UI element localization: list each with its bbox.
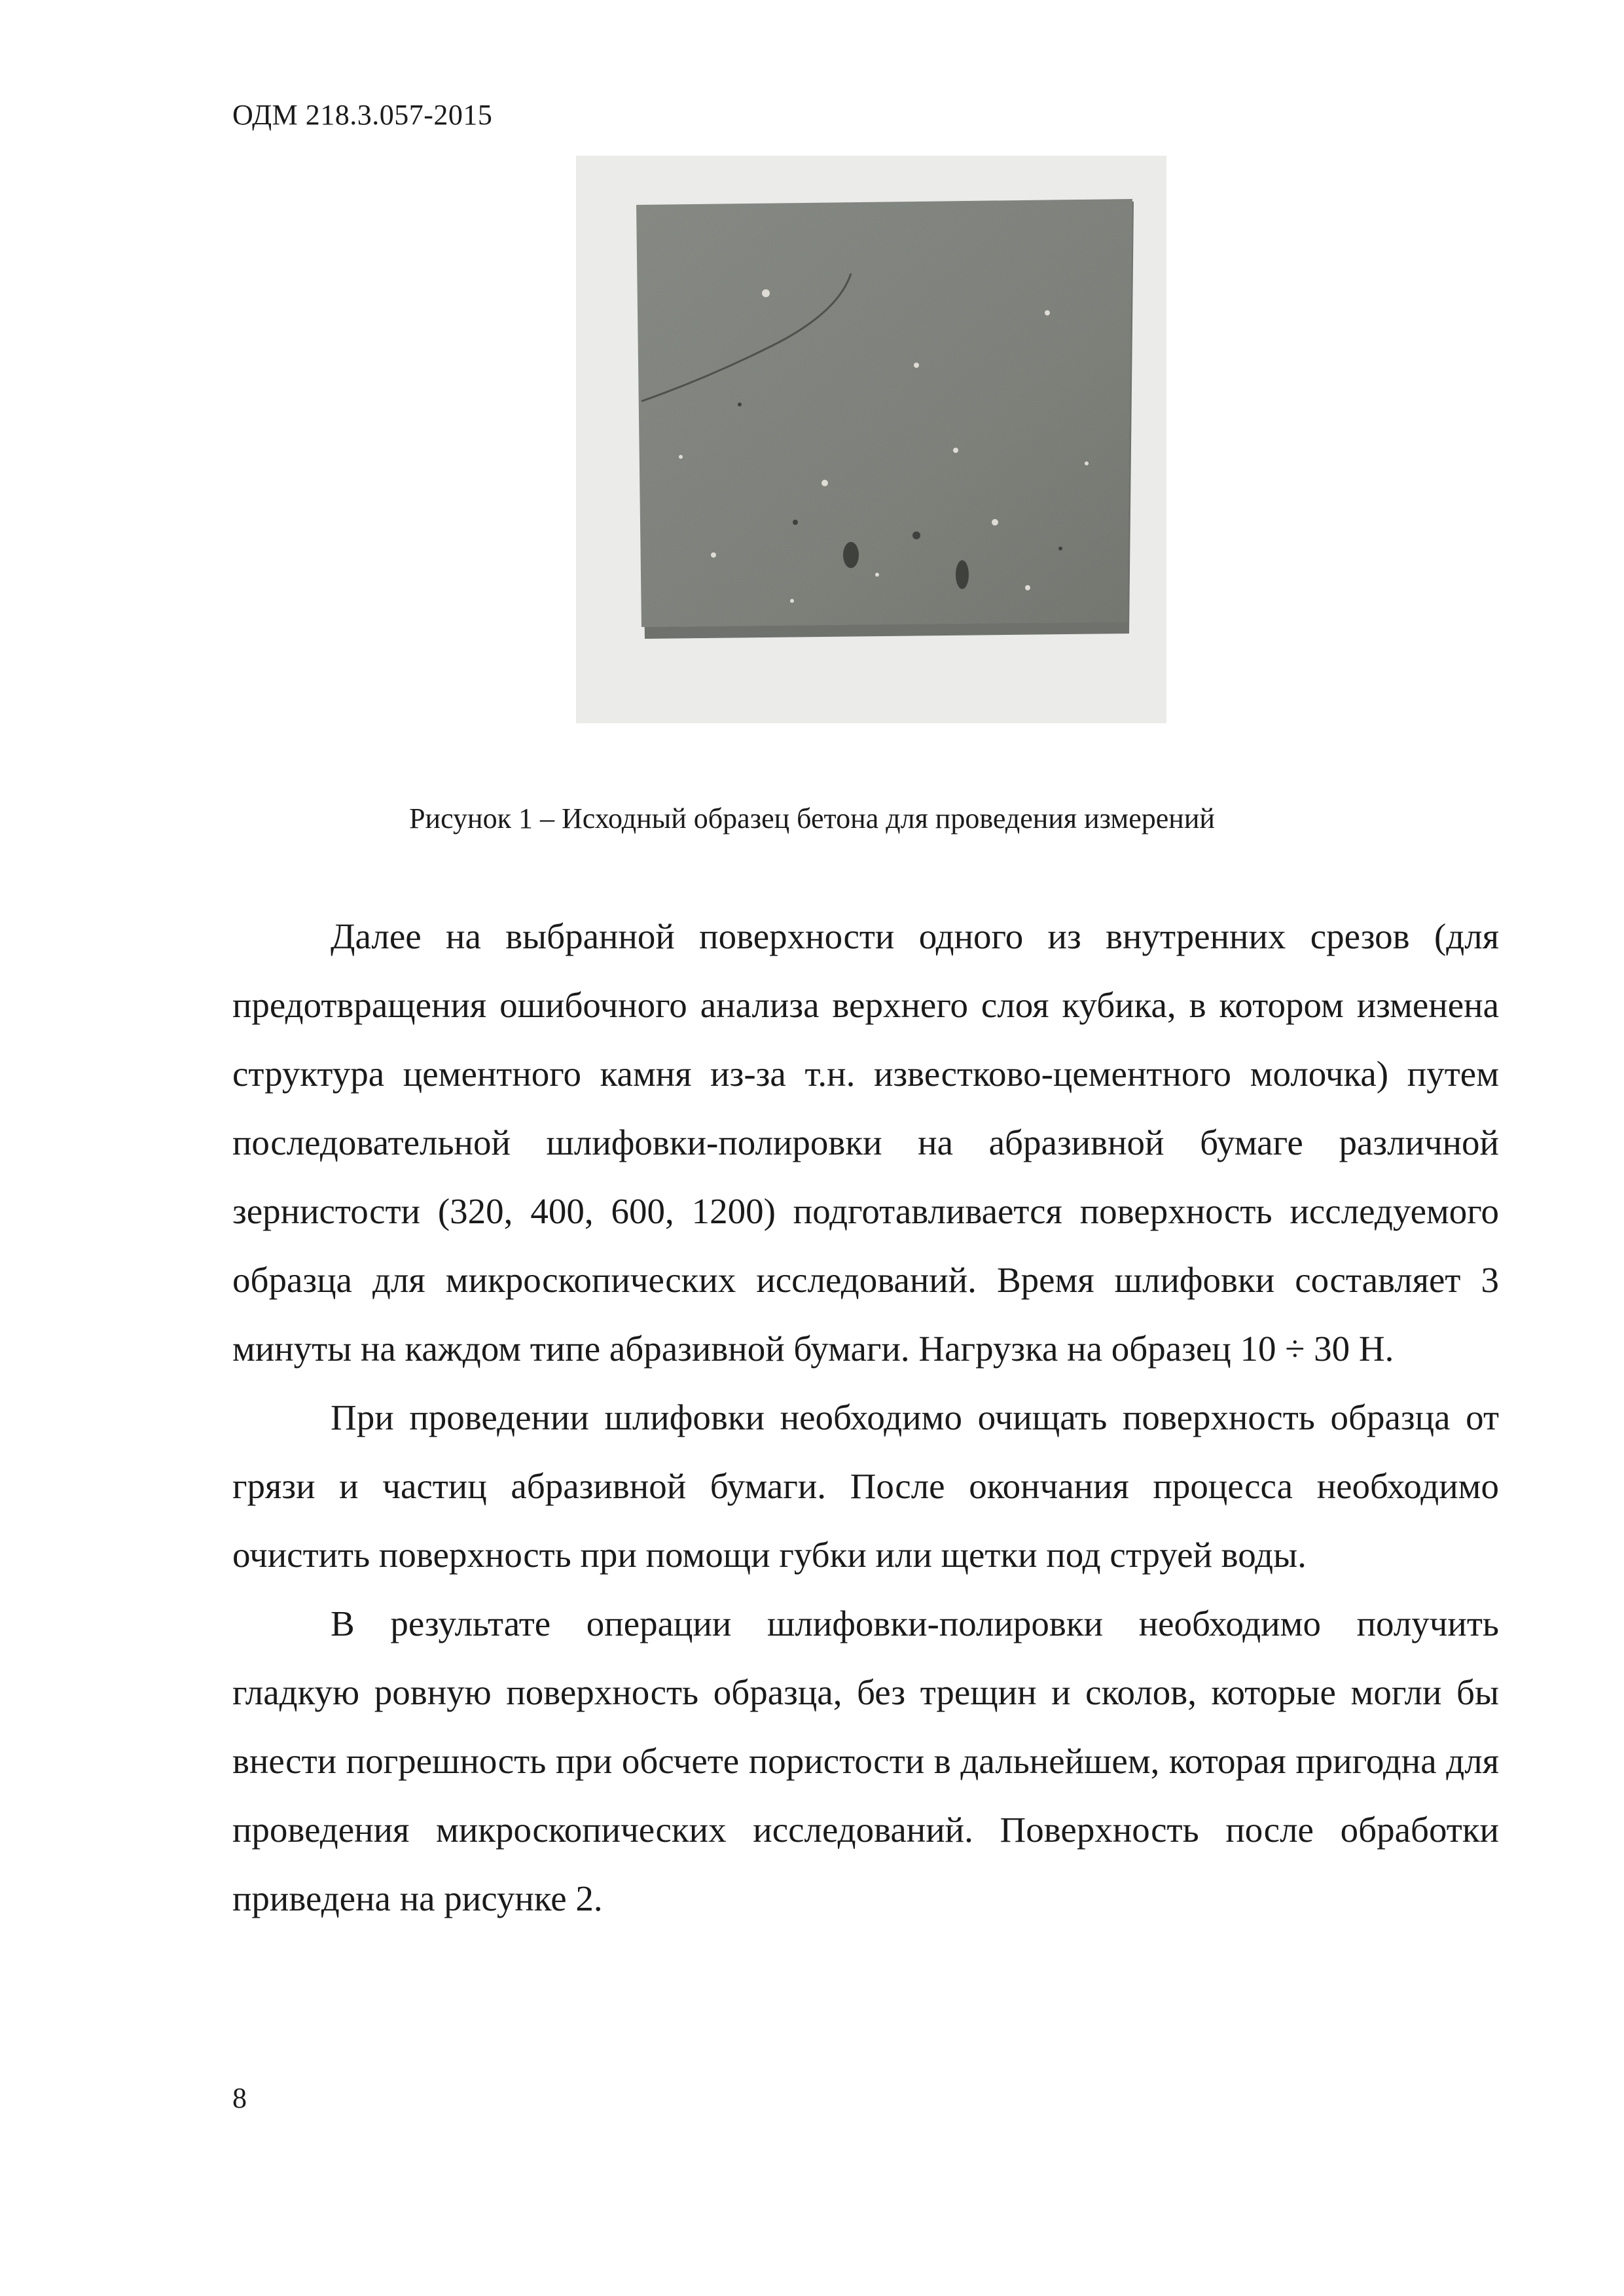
body-text xyxy=(232,902,1499,1933)
page-number: 8 xyxy=(232,2082,247,2114)
paragraph: При проведении шлифовки необходимо очищать поверхность образца от грязи и частиц абразивной бумаги. После окончания процесса необходимо очистить поверхность при помощи губки или щетки под струей воды. xyxy=(232,1397,1499,1575)
paragraph: Далее на выбранной поверхности одного из внутренних срезов (для предотвращения ошибочного анализа верхнего слоя кубика, в котором изменена структура цементного камня из-за т.н. известково-цементного молочка) путем последовательной шлифовки-полировки на абразивной бумаге различной зернистости (320, 400, 600, 1200) подготавливается поверхность исследуемого образца для микроскопических исследований. Время шлифовки составляет 3 минуты на каждом типе абразивной бумаги. Нагрузка на образец 10 ÷ 30 Н. xyxy=(232,916,1499,1369)
paragraph: В результате операции шлифовки-полировки необходимо получить гладкую ровную поверхность образца, без трещин и сколов, которые могли бы внести погрешность при обсчете пористости в дальнейшем, которая пригодна для проведения микроскопических исследований. Поверхность после обработки приведена на рисунке 2. xyxy=(232,1604,1499,1918)
document-header-code: ОДМ 218.3.057-2015 xyxy=(232,99,493,131)
figure-caption: Рисунок 1 – Исходный образец бетона для проведения измерений xyxy=(409,802,1215,834)
concrete-sample-photo xyxy=(576,156,1166,723)
